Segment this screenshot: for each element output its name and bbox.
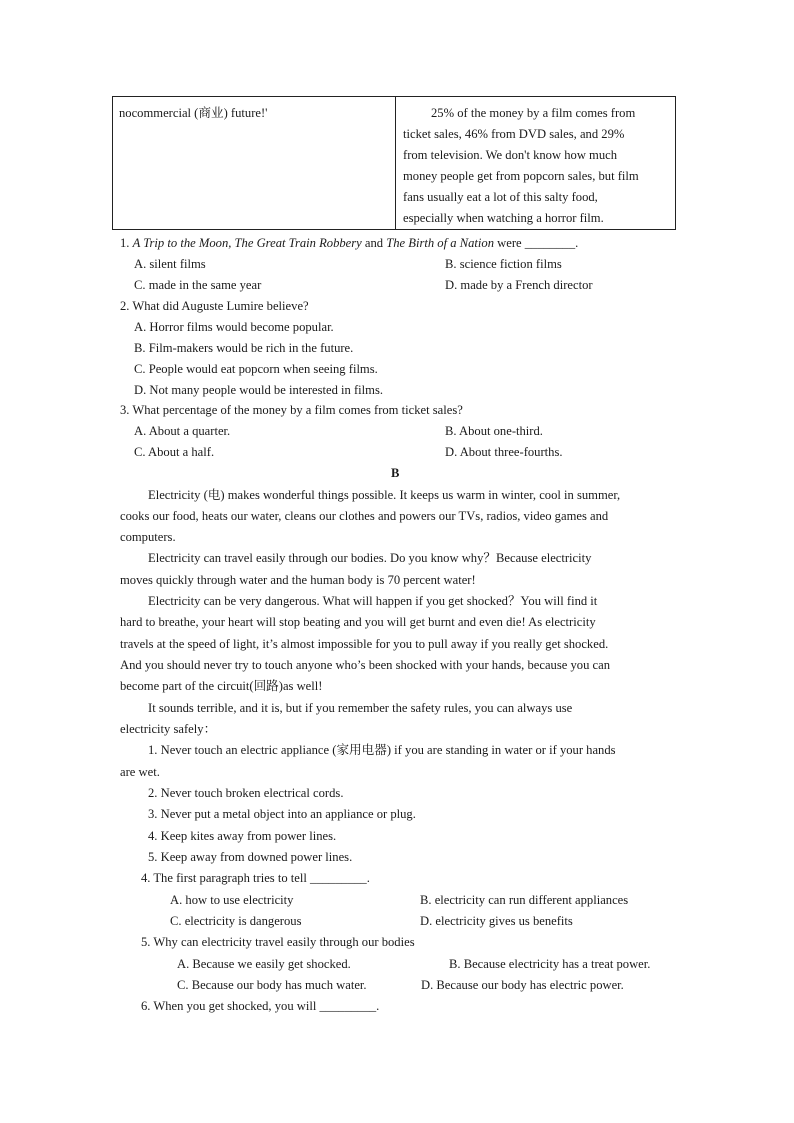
passage-line: Electricity can travel easily through our bodies. Do you know why？Because electricity [148, 551, 592, 565]
q5-option-d[interactable]: D. Because our body has electric power. [421, 978, 624, 992]
question-1-stem [120, 233, 578, 253]
q3-option-d[interactable]: D. About three-fourths. [445, 445, 563, 459]
q2-option-d[interactable]: D. Not many people would be interested in films. [134, 383, 384, 397]
passage-line: travels at the speed of light, it’s almost impossible for you to pull away if you really get shocked. [120, 637, 609, 651]
table-line: 25% of the money by a film comes from [431, 106, 636, 120]
q3-option-c[interactable]: C. About a half. [134, 445, 215, 459]
question-5-stem: 5. Why can electricity travel easily through our bodies [141, 935, 415, 949]
q1-option-d[interactable]: D. made by a French director [445, 278, 593, 292]
passage-line: moves quickly through water and the human body is 70 percent water! [120, 573, 476, 587]
q4-option-b[interactable]: B. electricity can run different appliances [420, 893, 629, 907]
section-heading: B [391, 466, 400, 480]
q4-option-c[interactable]: C. electricity is dangerous [170, 914, 302, 928]
passage-table [112, 96, 676, 230]
passage-line: And you should never try to touch anyone who’s been shocked with your hands, because you can [120, 658, 610, 672]
table-left-cell: nocommercial (商业) future!' [119, 106, 268, 120]
table-line: from television. We don't know how much [403, 148, 618, 162]
safety-rule: 2. Never touch broken electrical cords. [148, 786, 344, 800]
film-titles: A Trip to the Moon, The Great Train Robbery [132, 236, 362, 250]
passage-line: become part of the circuit(回路)as well! [120, 679, 323, 693]
q2-option-c[interactable]: C. People would eat popcorn when seeing films. [134, 362, 378, 376]
table-line: fans usually eat a lot of this salty food, [403, 190, 598, 204]
safety-rule: 5. Keep away from downed power lines. [148, 850, 353, 864]
and-text: and [361, 236, 387, 250]
question-number: 1. [120, 236, 130, 250]
table-line: money people get from popcorn sales, but film [403, 169, 639, 183]
q2-option-a[interactable]: A. Horror films would become popular. [134, 320, 334, 334]
q5-option-a[interactable]: A. Because we easily get shocked. [177, 957, 351, 971]
table-line: ticket sales, 46% from DVD sales, and 29% [403, 127, 625, 141]
passage-line: computers. [120, 530, 176, 544]
passage-line: cooks our food, heats our water, cleans our clothes and powers our TVs, radios, video games and [120, 509, 609, 523]
question-2-stem: 2. What did Auguste Lumire believe? [120, 299, 309, 313]
passage-line: hard to breathe, your heart will stop beating and you will get burnt and even die! As electricity [120, 615, 596, 629]
passage-line: Electricity can be very dangerous. What will happen if you get shocked？You will find it [148, 594, 598, 608]
table-line: especially when watching a horror film. [403, 211, 604, 225]
q3-option-a[interactable]: A. About a quarter. [134, 424, 231, 438]
passage-line: Electricity (电) makes wonderful things possible. It keeps us warm in winter, cool in summer, [148, 488, 621, 502]
safety-rule: are wet. [120, 765, 160, 779]
q2-option-b[interactable]: B. Film-makers would be rich in the future. [134, 341, 354, 355]
question-3-stem: 3. What percentage of the money by a film comes from ticket sales? [120, 403, 463, 417]
safety-rule: 4. Keep kites away from power lines. [148, 829, 337, 843]
q3-option-b[interactable]: B. About one-third. [445, 424, 543, 438]
q5-option-c[interactable]: C. Because our body has much water. [177, 978, 367, 992]
question-4-stem: 4. The first paragraph tries to tell _________. [141, 871, 370, 885]
safety-rule: 3. Never put a metal object into an appliance or plug. [148, 807, 416, 821]
q5-option-b[interactable]: B. Because electricity has a treat power. [449, 957, 651, 971]
stem-tail: were ________. [494, 236, 579, 250]
film-title: The Birth of a Nation [386, 236, 494, 250]
passage-line: electricity safely： [120, 722, 217, 736]
q1-option-b[interactable]: B. science fiction films [445, 257, 562, 271]
safety-rule: 1. Never touch an electric appliance (家用电器) if you are standing in water or if your hands [148, 743, 616, 757]
q4-option-d[interactable]: D. electricity gives us benefits [420, 914, 573, 928]
table-divider [395, 97, 396, 229]
q1-option-a[interactable]: A. silent films [134, 257, 206, 271]
table-right-cell [403, 103, 671, 229]
question-6-stem: 6. When you get shocked, you will _________. [141, 999, 380, 1013]
q1-option-c[interactable]: C. made in the same year [134, 278, 262, 292]
passage-line: It sounds terrible, and it is, but if you remember the safety rules, you can always use [148, 701, 573, 715]
q4-option-a[interactable]: A. how to use electricity [170, 893, 294, 907]
